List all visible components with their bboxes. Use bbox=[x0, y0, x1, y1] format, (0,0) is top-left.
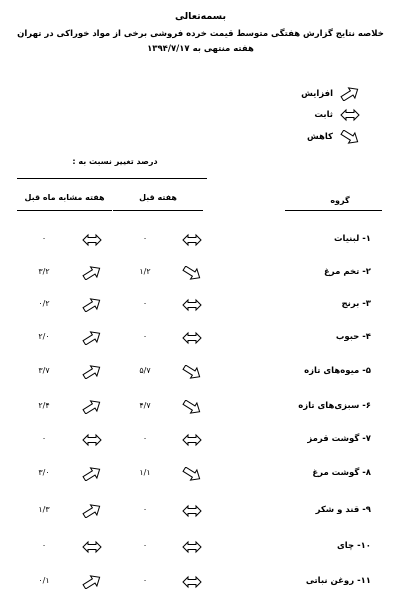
legend-increase bbox=[301, 86, 361, 102]
row-label: ۱- لبنیات bbox=[333, 234, 371, 244]
last-month-value: ۰ bbox=[41, 234, 47, 243]
prev-week-value: ۰ bbox=[142, 576, 148, 585]
group-rule bbox=[285, 210, 382, 211]
table-row bbox=[0, 297, 401, 315]
caption-rule bbox=[17, 178, 207, 179]
decrease-arrow-icon bbox=[180, 265, 204, 281]
decrease-arrow-icon bbox=[339, 130, 361, 144]
report-week: هفته منتهی به ۱۳۹۴/۷/۱۷ bbox=[147, 44, 254, 54]
row-label: ۱۰- چای bbox=[337, 541, 371, 551]
steady-arrow-icon bbox=[180, 432, 204, 448]
last-month-value: ۱/۳ bbox=[38, 505, 50, 514]
document-heading: بسمه‌تعالی bbox=[174, 11, 227, 22]
row-label: ۱۱- روغن نباتی bbox=[305, 576, 371, 586]
increase-arrow-icon bbox=[80, 330, 104, 346]
increase-arrow-icon bbox=[80, 364, 104, 380]
decrease-arrow-icon bbox=[180, 399, 204, 415]
last-month-value: ۰ bbox=[41, 434, 47, 443]
prev-week-header: هفته قبل bbox=[139, 193, 177, 202]
row-label: ۲- تخم مرغ bbox=[324, 267, 371, 277]
last-month-value: ۰/۲ bbox=[38, 299, 50, 308]
prev-week-value: ۰ bbox=[142, 332, 148, 341]
increase-arrow-icon bbox=[80, 466, 104, 482]
last-month-value: ۳/۲ bbox=[38, 267, 50, 276]
last-month-value: ۰/۱ bbox=[38, 576, 50, 585]
legend-label: افزایش bbox=[301, 89, 333, 99]
legend-steady bbox=[314, 107, 361, 123]
prev-week-value: ۰ bbox=[142, 434, 148, 443]
row-label: ۹- قند و شکر bbox=[315, 505, 371, 515]
last-month-value: ۳/۰ bbox=[38, 468, 50, 477]
last-month-value: ۲/۴ bbox=[38, 401, 50, 410]
table-caption: درصد تغییر نسبت به : bbox=[72, 157, 158, 166]
increase-arrow-icon bbox=[80, 265, 104, 281]
table-row bbox=[0, 574, 401, 592]
table-row bbox=[0, 503, 401, 521]
table-row bbox=[0, 232, 401, 250]
report-title: خلاصه نتایج گزارش هفتگی متوسط قیمت خرده فروشی برخی از مواد خوراکی در تهران bbox=[17, 29, 384, 39]
steady-arrow-icon bbox=[180, 574, 204, 590]
row-label: ۶- سبزی‌های تازه bbox=[298, 401, 371, 411]
legend-decrease bbox=[307, 129, 361, 145]
prev-week-value: ۰ bbox=[142, 299, 148, 308]
last-month-value: ۰ bbox=[41, 541, 47, 550]
last-month-value: ۲/۰ bbox=[38, 332, 50, 341]
last-month-header: هفته مشابه ماه قبل bbox=[24, 193, 105, 202]
steady-arrow-icon bbox=[180, 232, 204, 248]
row-label: ۳- برنج bbox=[341, 299, 371, 309]
table-row bbox=[0, 432, 401, 450]
table-row bbox=[0, 466, 401, 484]
table-row bbox=[0, 364, 401, 382]
prev-week-value: ۴/۷ bbox=[139, 401, 151, 410]
group-header: گروه bbox=[330, 196, 350, 205]
prev-week-value: ۰ bbox=[142, 541, 148, 550]
prev-week-value: ۰ bbox=[142, 505, 148, 514]
table-row bbox=[0, 265, 401, 283]
table-row bbox=[0, 539, 401, 557]
increase-arrow-icon bbox=[80, 574, 104, 590]
prev-week-value: ۱/۲ bbox=[139, 267, 151, 276]
decrease-arrow-icon bbox=[180, 364, 204, 380]
row-label: ۴- حبوب bbox=[335, 332, 371, 342]
steady-arrow-icon bbox=[80, 539, 104, 555]
prev-week-value: ۰ bbox=[142, 234, 148, 243]
last-month-value: ۳/۷ bbox=[38, 366, 50, 375]
prev-week-value: ۱/۱ bbox=[139, 468, 151, 477]
decrease-arrow-icon bbox=[180, 466, 204, 482]
table-row bbox=[0, 330, 401, 348]
legend-label: کاهش bbox=[306, 132, 333, 142]
increase-arrow-icon bbox=[80, 503, 104, 519]
steady-arrow-icon bbox=[180, 297, 204, 313]
increase-arrow-icon bbox=[339, 87, 361, 101]
row-label: ۵- میوه‌های تازه bbox=[304, 366, 371, 376]
increase-arrow-icon bbox=[80, 297, 104, 313]
steady-arrow-icon bbox=[180, 539, 204, 555]
row-label: ۷- گوشت قرمز bbox=[307, 434, 371, 444]
row-label: ۸- گوشت مرغ bbox=[312, 468, 371, 478]
steady-arrow-icon bbox=[180, 330, 204, 346]
table-row bbox=[0, 399, 401, 417]
steady-arrow-icon bbox=[80, 432, 104, 448]
steady-arrow-icon bbox=[80, 232, 104, 248]
prev-week-rule bbox=[113, 210, 203, 211]
steady-arrow-icon bbox=[339, 108, 361, 122]
last-month-rule bbox=[17, 210, 112, 211]
steady-arrow-icon bbox=[180, 503, 204, 519]
legend-label: ثابت bbox=[314, 110, 333, 120]
increase-arrow-icon bbox=[80, 399, 104, 415]
prev-week-value: ۵/۷ bbox=[139, 366, 151, 375]
